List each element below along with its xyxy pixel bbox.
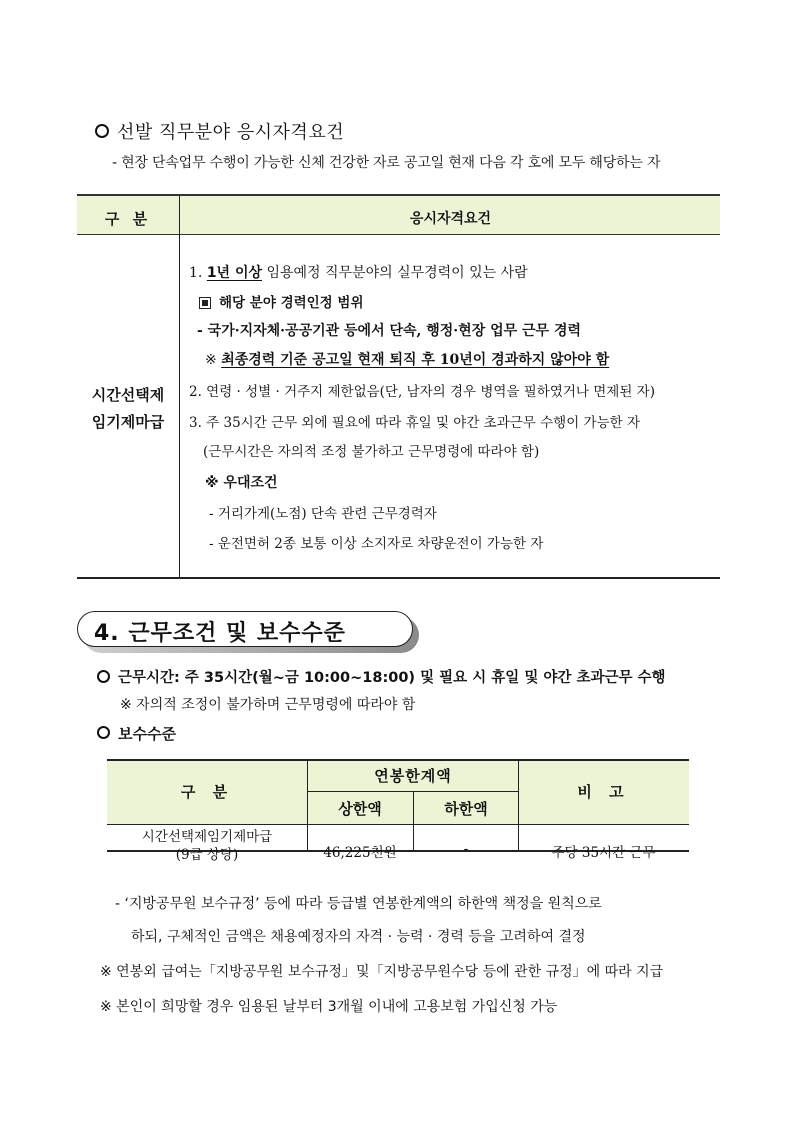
requirement-3: 3. 주 35시간 근무 외에 필요에 따라 휴일 및 야간 초과근무 수행이 가능한 자 <box>189 415 640 431</box>
header-category: 구 분 <box>180 783 234 801</box>
note-line-2: 하되, 구체적인 금액은 채용예정자의 자격 · 능력 · 경력 등을 고려하여 결정 <box>131 929 586 945</box>
table-header-row <box>77 196 720 235</box>
header-requirements: 응시자격요건 <box>409 211 492 227</box>
circle-bullet-icon <box>95 124 109 138</box>
note-line-3: ※ 연봉외 급여는「지방공무원 보수규정」및「지방공무원수당 등에 관한 규정」에 따라 지급 <box>100 964 664 980</box>
category-line-2: 임기제마급 <box>91 413 165 431</box>
requirement-2: 2. 연령 · 성별 · 거주지 제한없음(단, 남자의 경우 병역을 필하였거나 면제된 자) <box>189 384 655 400</box>
pay-heading: 보수수준 <box>97 723 176 744</box>
table-row-remark: 주당 35시간 근무 <box>551 845 656 861</box>
header-remark: 비 고 <box>577 783 630 801</box>
note-line-4: ※ 본인이 희망할 경우 임용된 날부터 3개월 이내에 고용보험 가입신청 가능 <box>100 999 558 1015</box>
table-bottom-border <box>77 577 720 579</box>
career-note: ※ 최종경력 기준 공고일 현재 퇴직 후 10년이 경과하지 않아야 함 <box>205 352 610 368</box>
filled-square-box-icon <box>199 297 211 309</box>
pay-table-top-border <box>107 759 689 761</box>
work-hours: 근무시간: 주 35시간(월~금 10:00~18:00) 및 필요 시 휴일 및 야간 초과근무 수행 <box>97 666 666 687</box>
header-category: 구 분 <box>104 210 152 228</box>
table-row-category: 시간선택제임기제마급 (9급 상당) <box>141 829 273 863</box>
requirement-1: 1. 1년 이상 임용예정 직무분야의 실무경력이 있는 사람 <box>189 265 528 281</box>
section-4-title: 4. 근무조건 및 보수수준 <box>94 621 346 646</box>
circle-bullet-icon <box>97 726 110 739</box>
circle-bullet-icon <box>97 670 110 683</box>
requirement-1-emphasis: 1년 이상 <box>206 265 262 281</box>
qualification-intro: - 현장 단속업무 수행이 가능한 신체 건강한 자로 공고일 현재 다음 각 호에 모두 해당하는 자 <box>112 155 661 171</box>
header-lower: 하한액 <box>444 800 488 818</box>
header-bottom-border <box>107 824 689 825</box>
career-scope-item: - 국가·지자체·공공기관 등에서 단속, 행정·현장 업무 근무 경력 <box>197 323 581 339</box>
preference-item-2: - 운전면허 2종 보통 이상 소지자로 차량운전이 가능한 자 <box>209 536 544 552</box>
note-line-1: - ‘지방공무원 보수규정’ 등에 따라 등급별 연봉한계액의 하한액 책정을 원칙으로 <box>115 896 602 912</box>
table-row-upper: 46,225천원 <box>323 845 397 861</box>
requirement-3-note: (근무시간은 자의적 조정 불가하고 근무명령에 따라야 함) <box>203 444 540 460</box>
career-note-text: 최종경력 기준 공고일 현재 퇴직 후 10년이 경과하지 않아야 함 <box>221 352 610 368</box>
preference-item-1: - 거리가게(노점) 단속 관련 근무경력자 <box>209 506 437 522</box>
career-scope-title: 해당 분야 경력인정 범위 <box>199 291 364 311</box>
header-upper: 상한액 <box>338 800 382 818</box>
preference-title: ※ 우대조건 <box>205 475 278 491</box>
section-4-banner <box>77 611 413 649</box>
header-salary-limit: 연봉한계액 <box>374 767 452 785</box>
category-cell <box>77 382 179 436</box>
qualification-table <box>77 194 720 580</box>
section-heading-text: 선발 직무분야 응시자격요건 <box>117 122 345 143</box>
work-hours-note: ※ 자의적 조정이 불가하며 근무명령에 따라야 함 <box>120 697 416 713</box>
section-heading-qualifications <box>95 118 344 144</box>
pay-table <box>107 759 689 863</box>
category-line-1: 시간선택제 <box>91 386 165 404</box>
table-row-lower: - <box>463 841 469 857</box>
column-divider <box>179 196 180 578</box>
